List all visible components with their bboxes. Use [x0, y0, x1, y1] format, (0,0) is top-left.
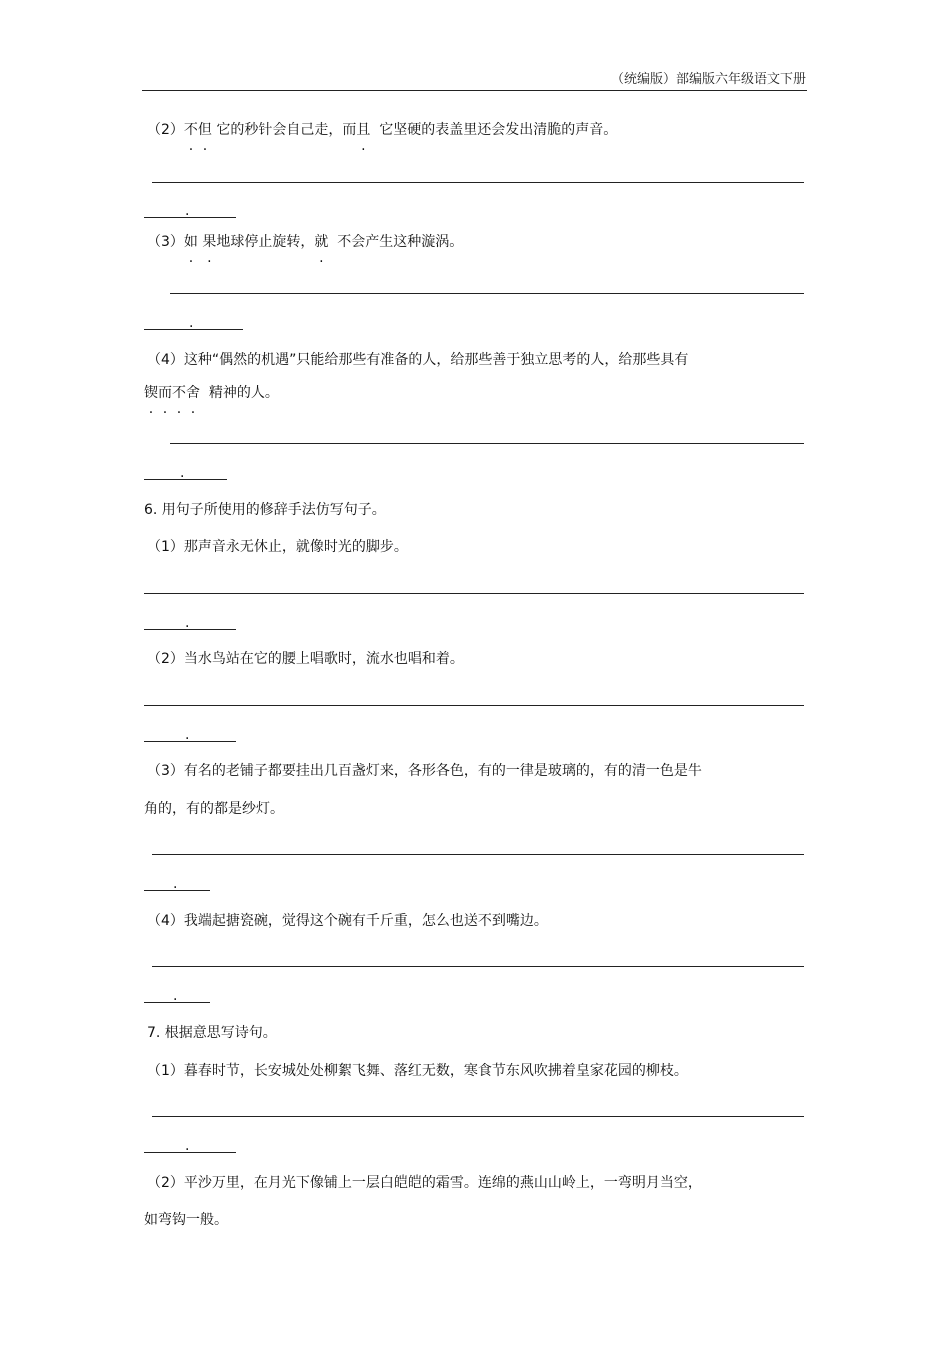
answer-line-end[interactable]: [144, 629, 236, 630]
question-5-4: [147, 351, 688, 369]
question-6-4: [147, 912, 548, 930]
emphasized-char: 且: [356, 122, 371, 138]
emphasized-char: 不: [172, 385, 186, 401]
emphasized-char: 就: [314, 234, 329, 250]
question-label: （1）: [147, 539, 184, 555]
emphasized-char: 舍: [186, 385, 200, 401]
question-text: 这种“偶然的机遇”只能给那些有准备的人，给那些善于独立思考的人，给那些具有: [183, 352, 689, 368]
answer-line-end[interactable]: [144, 890, 210, 891]
emphasized-char: 果: [202, 234, 217, 250]
answer-line[interactable]: [144, 593, 804, 594]
answer-line-end[interactable]: [144, 741, 236, 742]
answer-line-end[interactable]: [144, 1002, 210, 1003]
question-label: （3）: [147, 234, 184, 250]
section-6-title: 6. 用句子所使用的修辞手法仿写句子。: [144, 502, 386, 518]
answer-line[interactable]: [152, 854, 804, 855]
blank-dot: .: [189, 315, 194, 331]
blank-dot: .: [180, 465, 185, 481]
question-text: 它的秒针会自己走，而: [216, 122, 357, 138]
question-text: 地球停止旋转，: [216, 234, 315, 250]
question-text: 那声音永无休止，就像时光的脚步。: [183, 539, 408, 555]
question-text: 我端起搪瓷碗，觉得这个碗有千斤重，怎么也送不到嘴边。: [183, 913, 548, 929]
blank-dot: .: [185, 203, 190, 219]
question-text: 精神的人。: [208, 385, 279, 401]
question-5-4-line2: [144, 384, 279, 402]
question-label: （2）: [147, 122, 184, 138]
question-label: （4）: [147, 352, 184, 368]
question-label: （3）: [147, 763, 184, 779]
answer-line[interactable]: [152, 1116, 804, 1117]
answer-line[interactable]: [144, 705, 804, 706]
emphasized-char: 不: [183, 122, 198, 138]
question-label: （4）: [147, 913, 184, 929]
header-divider: [142, 90, 807, 91]
question-5-3: [147, 233, 463, 251]
emphasized-char: 如: [183, 234, 198, 250]
answer-line-end[interactable]: [144, 329, 243, 330]
question-7-2-line2: 如弯钩一般。: [144, 1212, 228, 1228]
answer-line[interactable]: [152, 182, 804, 183]
blank-dot: .: [185, 615, 190, 631]
question-text: 平沙万里，在月光下像铺上一层白皑皑的霜雪。连绵的燕山山岭上，一弯明月当空，: [183, 1175, 702, 1191]
answer-line-end[interactable]: [144, 479, 227, 480]
answer-line[interactable]: [170, 293, 804, 294]
question-text: 有名的老铺子都要挂出几百盏灯来，各形各色，有的一律是玻璃的，有的清一色是牛: [183, 763, 702, 779]
blank-dot: .: [185, 1138, 190, 1154]
question-label: （2）: [147, 1175, 184, 1191]
question-text: 它坚硬的表盖里还会发出清脆的声音。: [379, 122, 618, 138]
question-7-2: [147, 1174, 702, 1192]
answer-line[interactable]: [152, 966, 804, 967]
blank-dot: .: [185, 727, 190, 743]
emphasized-char: 但: [197, 122, 212, 138]
question-5-2: [147, 121, 617, 139]
question-text: 不会产生这种漩涡。: [337, 234, 464, 250]
answer-line-end[interactable]: [144, 217, 236, 218]
question-label: （2）: [147, 651, 184, 667]
emphasized-char: 而: [158, 385, 172, 401]
question-label: （1）: [147, 1063, 184, 1079]
answer-line-end[interactable]: [144, 1152, 236, 1153]
blank-dot: .: [173, 988, 178, 1004]
question-6-2: [147, 650, 464, 668]
emphasized-char: 锲: [144, 385, 158, 401]
blank-dot: .: [173, 876, 178, 892]
question-text: 暮春时节，长安城处处柳絮飞舞、落红无数，寒食节东风吹拂着皇家花园的柳枝。: [183, 1063, 688, 1079]
question-6-1: [147, 538, 408, 556]
question-6-3-line2: 角的，有的都是纱灯。: [144, 801, 284, 817]
question-text: 当水鸟站在它的腰上唱歌时，流水也唱和着。: [183, 651, 464, 667]
document-header: （统编版）部编版六年级语文下册: [610, 72, 806, 87]
section-7-title: 7. 根据意思写诗句。: [147, 1025, 277, 1041]
question-7-1: [147, 1062, 688, 1080]
question-6-3: [147, 762, 702, 780]
answer-line[interactable]: [170, 443, 804, 444]
